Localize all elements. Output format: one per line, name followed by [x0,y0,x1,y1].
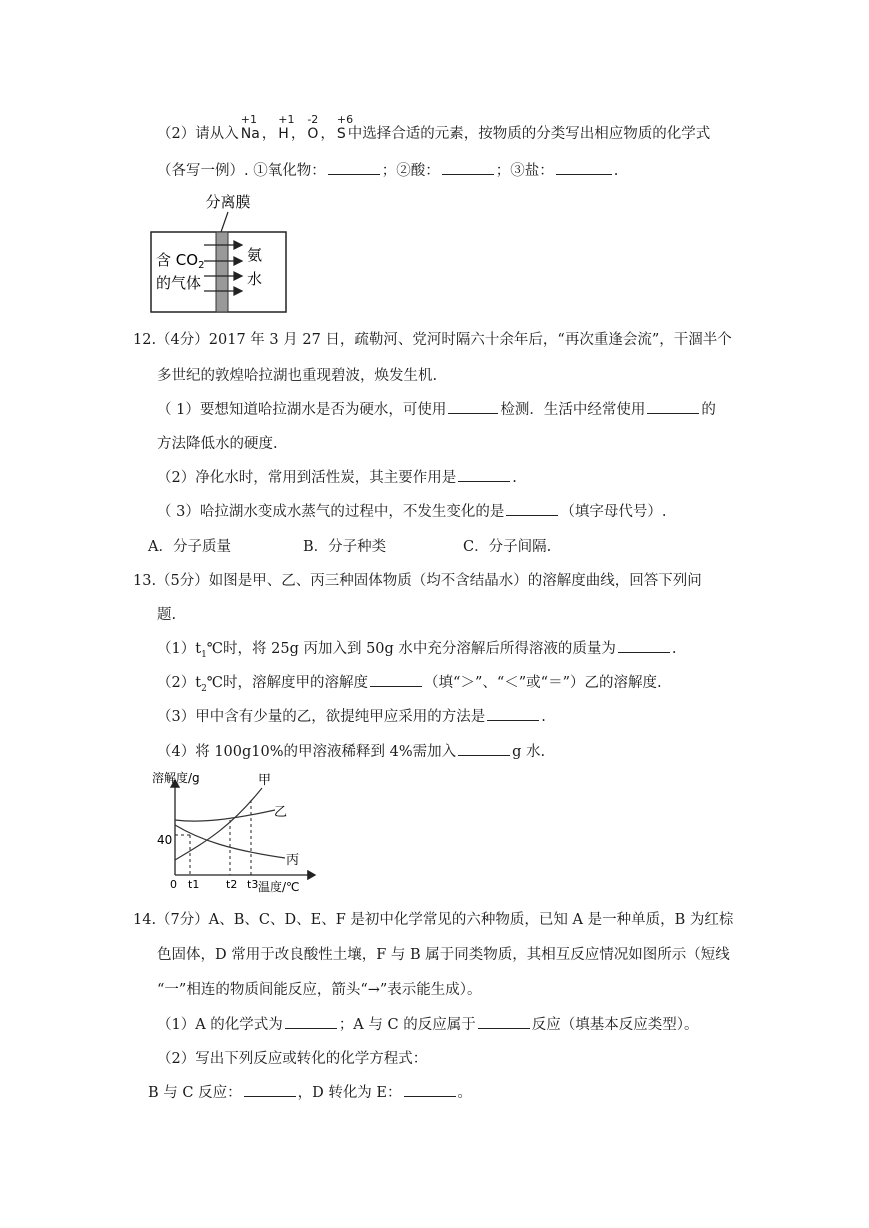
series-label-yi: 乙 [274,805,288,820]
solubility-chart [150,770,320,895]
element-na: +1 Na [240,113,260,142]
y-axis-label: 溶解度/g [152,771,200,785]
element-o: -2 O [307,113,319,142]
x-axis-label: 温度/℃ [258,880,300,894]
answer-blank[interactable] [404,1082,456,1097]
q13-part2: $(2)t_2℃$时，溶解度甲的溶解度 （填“＞”、“＜”或“＝”）乙的溶解度. [157,671,662,692]
q14-part1: （1）A 的化学式为 ；A 与 C 的反应属于 反应（填基本反应类型）。 [157,1013,698,1034]
q12-option-a: A．分子质量 [148,539,231,555]
q14-part3: B 与 C 反应： ，D 转化为 E： 。 [148,1081,472,1102]
q12-option-c: C．分子间隔. [463,539,552,555]
element-s: +6 S [336,113,354,142]
q13-part3: （3）甲中含有少量的乙，欲提纯甲应采用的方法是 . [157,705,546,726]
q14-line2: 色固体，D 常用于改良酸性土壤，F 与 B 属于同类物质，其相互反应情况如图所示（短线 [157,947,730,963]
answer-blank[interactable] [285,1014,337,1029]
q13-part1: $(1)t_1℃$时，将 25g 丙加入到 50g 水中充分溶解后所得溶液的质量为 . [157,637,677,658]
series-jia-curve [175,788,262,860]
membrane-label: 分离膜 [205,193,251,211]
y-tick-40: 40 [157,833,173,847]
answer-blank[interactable] [442,160,494,175]
answer-blank[interactable] [328,160,380,175]
q12-part2: （2）净化水时，常用到活性炭，其主要作用是 . [157,466,517,487]
q12-line2: 多世纪的敦煌哈拉湖也重现碧波，焕发生机. [157,368,438,384]
x-tick-t3: t3 [247,878,259,891]
q13-part4: （4）将 100g10%的甲溶液稀释到 4%需加入 g 水. [157,740,545,761]
q14-line3: “一”相连的物质间能反应，箭头“→”表示能生成）。 [157,982,482,998]
series-yi-curve [175,810,275,821]
q13-line1: 13.（5分）如图是甲、乙、丙三种固体物质（均不含结晶水）的溶解度曲线，回答下列问 [133,573,702,589]
series-label-bing: 丙 [286,853,300,868]
answer-blank[interactable] [487,706,539,721]
q12-line1: 12.（4分）2017 年 3 月 27 日，疏勒河、党河时隔六十余年后，“再次重逢会流”，干涸半个 [133,332,732,348]
q12-option-b: B．分子种类 [303,539,387,555]
series-bing-curve [175,825,285,858]
q11-part2-line2: （各写一例）. ①氧化物： ；②酸： ；③盐： . [157,159,618,180]
answer-blank[interactable] [458,741,510,756]
q13-line2: 题. [157,607,177,623]
element-h: +1 H [278,113,295,142]
q14-part2: （2）写出下列反应或转化的化学方程式： [157,1051,428,1067]
liquid-label-2: 水 [247,270,263,288]
series-label-jia: 甲 [258,773,272,788]
answer-blank[interactable] [478,1014,530,1029]
origin-label: 0 [170,878,177,891]
liquid-label-1: 氨 [247,246,263,264]
x-tick-t1: t1 [188,878,200,891]
q11-part2-line1: （2）请从入 +1 Na ， +1 H ， -2 O ， +6 S 中选择合适的元素，按物质的分类写出相应物质的化学式 [157,113,711,142]
answer-blank[interactable] [370,672,422,687]
answer-blank[interactable] [618,638,670,653]
answer-blank[interactable] [244,1082,296,1097]
gas-label-2: 的气体 [156,274,202,292]
q12-part1-line2: 方法降低水的硬度. [157,436,278,452]
q12-part1: （ 1）要想知道哈拉湖水是否为硬水，可使用 检测．生活中经常使用 的 [157,398,716,419]
answer-blank[interactable] [647,399,699,414]
answer-blank[interactable] [448,399,498,414]
q12-part3: （ 3）哈拉湖水变成水蒸气的过程中，不发生变化的是 （填字母代号）. [157,500,666,521]
x-tick-t2: t2 [226,878,238,891]
membrane-figure [150,190,290,315]
membrane-wall [216,232,228,312]
answer-blank[interactable] [458,467,510,482]
gas-label-1: 含 $CO_2$ [156,251,205,271]
q14-line1: 14.（7分）A、B、C、D、E、F 是初中化学常见的六种物质，已知 A 是一种单质，B 为红棕 [133,912,734,928]
answer-blank[interactable] [556,160,612,175]
answer-blank[interactable] [506,501,558,516]
